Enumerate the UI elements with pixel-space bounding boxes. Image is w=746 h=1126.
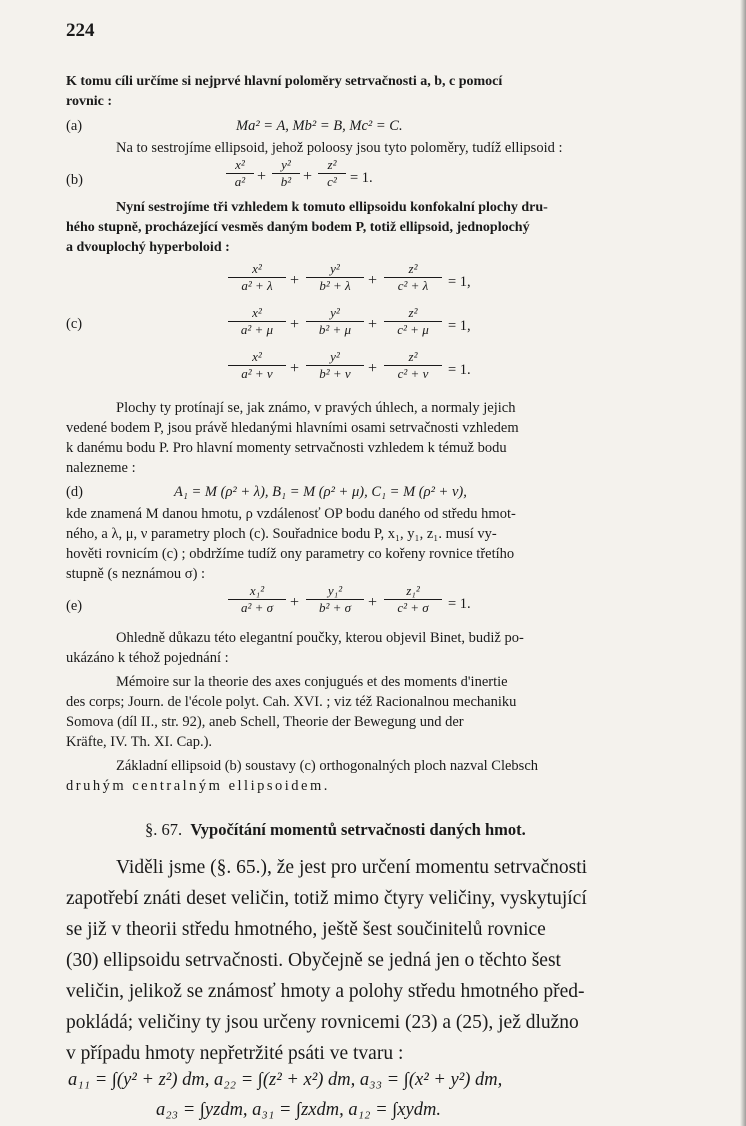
eq-c3-fraction-y: y² b² + ν <box>306 350 364 381</box>
paragraph-3-line-3: k danému bodu P. Pro hlavní momenty setrvačnosti vzhledem k témuž bodu <box>66 440 507 456</box>
paragraph-8-line-7: v případu hmoty nepřetržité psáti ve tvaru : <box>66 1043 404 1064</box>
eq-c-label: (c) <box>66 316 83 332</box>
paragraph-7-line-1: Základní ellipsoid (b) soustavy (c) orthogonalných ploch nazval Clebsch <box>116 758 539 774</box>
paragraph-8-line-3: se již v theorii středu hmotného, ještě šest součinitelů rovnice <box>66 919 546 940</box>
eq-b-rhs: = 1. <box>350 170 373 186</box>
paragraph-8-line-6: pokládá; veličiny ty jsou určeny rovnicemi (23) a (25), jež dlužno <box>66 1012 579 1033</box>
paragraph-8-line-4: (30) ellipsoidu setrvačnosti. Obyčejně se jedná jen o těchto šest <box>66 950 561 971</box>
eq-c2-rhs: = 1, <box>448 318 471 334</box>
paragraph-5-line-2: ukázáno k téhož pojednání : <box>66 650 229 666</box>
eq-b-fraction-y: y² b² <box>272 158 300 189</box>
eq-e-label: (e) <box>66 598 83 614</box>
eq-c3-fraction-z: z² c² + ν <box>384 350 442 381</box>
paragraph-8-line-5: veličin, jelikož se známosť hmoty a polohy středu hmotného před- <box>66 981 585 1002</box>
paragraph-7-line-2: druhým centralným ellipsoidem. <box>66 778 330 794</box>
eq-b-fraction-x: x² a² <box>226 158 254 189</box>
intro-line-2: rovnic : <box>66 94 113 109</box>
section-heading <box>145 820 526 840</box>
reference-line-4: Kräfte, IV. Th. XI. Cap.). <box>66 734 213 750</box>
eq-integrals-line-1: a₁₁ = ∫(y² + z²) dm, a₂₂ = ∫(z² + x²) dm, a₃₃ = ∫(x² + y²) dm, <box>68 1070 503 1090</box>
eq-c3-fraction-x: x² a² + ν <box>228 350 286 381</box>
eq-c1-rhs: = 1, <box>448 274 471 290</box>
eq-c2-fraction-y: y² b² + μ <box>306 306 364 337</box>
reference-line-2: des corps; Journ. de l'école polyt. Cah. XVI. ; viz též Racionalnou mechaniku <box>66 694 517 710</box>
eq-d-label: (d) <box>66 484 83 500</box>
eq-c1-fraction-x: x² a² + λ <box>228 262 286 293</box>
eq-b-fraction-z: z² c² <box>318 158 346 189</box>
section-number: §. 67. <box>145 820 183 839</box>
eq-e-fraction-x: x₁² a² + σ <box>228 584 286 615</box>
eq-e-fraction-y: y₁² b² + σ <box>306 584 364 615</box>
paragraph-4-line-4: stupně (s neznámou σ) : <box>66 566 206 582</box>
eq-c2-fraction-x: x² a² + μ <box>228 306 286 337</box>
paragraph-4-line-2: ného, a λ, μ, ν parametry ploch (c). Souřadnice bodu P, x₁, y₁, z₁. musí vy- <box>66 526 497 542</box>
eq-a-label: (a) <box>66 118 83 134</box>
eq-c2-fraction-z: z² c² + μ <box>384 306 442 337</box>
paragraph-3-line-4: nalezneme : <box>66 460 136 476</box>
eq-c3-rhs: = 1. <box>448 362 471 378</box>
eq-e-rhs: = 1. <box>448 596 471 612</box>
paragraph-5-line-1: Ohledně důkazu této elegantní poučky, kterou objevil Binet, budiž po- <box>116 630 524 646</box>
reference-line-3: Somova (díl II., str. 92), aneb Schell, Theorie der Bewegung und der <box>66 714 464 730</box>
eq-d: A₁ = M (ρ² + λ), B₁ = M (ρ² + μ), C₁ = M (ρ² + ν), <box>174 484 467 500</box>
book-page: 224 K tomu cíli určíme si nejprvé hlavní poloměry setrvačnosti a, b, c pomocí rovnic : (a) Ma² = A, Mb² = B, Mc² = C. Na to sestrojíme ellipsoid, jehož poloosy jsou tyto poloměry, tudíž ellipsoid : (b) x² a² + y² b² + z² c² = 1. Nyní sestrojíme tři vzhledem k tomuto ellipsoidu konfokalní plochy dru- hého stupně, procházející vesměs daným bodem P, totiž ellipsoid, jednoplochý a dvouplochý hyperboloid : (c) x² a² + λ + y² b² + λ + z² c² + λ = 1, x² a² + μ + y² b² + μ + z² c² + μ = 1, x² a² + ν + y² b² + ν + z² c² + ν = 1. Plochy ty protínají se, jak známo, v pravých úhlech, a normaly jejich vedené bodem P, jsou právě hledanými hlavními osami setrvačnosti vzhledem k danému bodu P. Pro hlavní momenty setrvačnosti vzhledem k témuž bodu nalezneme : (d) A₁ = M (ρ² + λ), B₁ = M (ρ² + μ), C₁ = M (ρ² + ν), kde znamená M danou hmotu, ρ vzdálenosť OP bodu daného od středu hmot- ného, a λ, μ, ν parametry ploch (c). Souřadnice bodu P, x₁, y₁, z₁. musí vy- hověti rovnicím (c) ; obdržíme tudíž ony parametry co kořeny rovnice třetího stupně (s neznámou σ) : (e) x₁² a² + σ + y₁² b² + σ + z₁² c² + σ = 1. Ohledně důkazu této elegantní poučky, kterou objevil Binet, budiž po- ukázáno k téhož pojednání : Mémoire sur la theorie des axes conjugués et des moments d'inertie des corps; Journ. de l'école polyt. Cah. XVI. ; viz též Racionalnou mechaniku Somova (díl II., str. 92), aneb Schell, Theorie der Bewegung und der Kräfte, IV. Th. XI. Cap.). Základní ellipsoid (b) soustavy (c) orthogonalných ploch nazval Clebsch druhým centralným ellipsoidem. §. 67. Vypočítání momentů setrvačnosti daných hmot. Viděli jsme (§. 65.), že jest pro určení momentu setrvačnosti zapotřebí znáti deset veličin, totiž mimo čtyry veličiny, vyskytující se již v theorii středu hmotného, ještě šest součinitelů rovnice (30) ellipsoidu setrvačnosti. Obyčejně se jedná jen o těchto šest veličin, jelikož se známosť hmoty a polohy středu hmotného před- pokládá; veličiny ty jsou určeny rovnicemi (23) a (25), jež dlužno v případu hmoty nepřetržité psáti ve tvaru : a₁₁ = ∫(y² + z²) dm, a₂₂ = ∫(z² + x²) dm, a₃₃ = ∫(x² + y²) dm, a₂₃ = ∫yzdm, a₃₁ = ∫zxdm, a₁₂ = ∫xydm. <box>0 0 746 1126</box>
paragraph-4-line-3: hověti rovnicím (c) ; obdržíme tudíž ony parametry co kořeny rovnice třetího <box>66 546 515 562</box>
paragraph-1: Na to sestrojíme ellipsoid, jehož poloosy jsou tyto poloměry, tudíž ellipsoid : <box>116 140 563 156</box>
eq-a: Ma² = A, Mb² = B, Mc² = C. <box>236 118 403 134</box>
paragraph-8-line-2: zapotřebí znáti deset veličin, totiž mimo čtyry veličiny, vyskytující <box>66 888 587 909</box>
eq-b-label: (b) <box>66 172 83 188</box>
eq-integrals-line-2: a₂₃ = ∫yzdm, a₃₁ = ∫zxdm, a₁₂ = ∫xydm. <box>156 1100 441 1120</box>
eq-c1-fraction-z: z² c² + λ <box>384 262 442 293</box>
eq-c1-fraction-y: y² b² + λ <box>306 262 364 293</box>
paragraph-2-line-1: Nyní sestrojíme tři vzhledem k tomuto ellipsoidu konfokalní plochy dru- <box>116 200 548 215</box>
eq-e-fraction-z: z₁² c² + σ <box>384 584 442 615</box>
intro-line-1: K tomu cíli určíme si nejprvé hlavní poloměry setrvačnosti a, b, c pomocí <box>66 74 503 89</box>
paragraph-4-line-1: kde znamená M danou hmotu, ρ vzdálenosť OP bodu daného od středu hmot- <box>66 506 516 522</box>
page-number: 224 <box>66 20 95 41</box>
paragraph-2-line-2: hého stupně, procházející vesměs daným bodem P, totiž ellipsoid, jednoplochý <box>66 220 530 235</box>
reference-line-1: Mémoire sur la theorie des axes conjugués et des moments d'inertie <box>116 674 508 690</box>
paragraph-3-line-2: vedené bodem P, jsou právě hledanými hlavními osami setrvačnosti vzhledem <box>66 420 519 436</box>
section-title: Vypočítání momentů setrvačnosti daných hmot. <box>190 820 526 839</box>
paragraph-2-line-3: a dvouplochý hyperboloid : <box>66 240 230 255</box>
paragraph-8-line-1: Viděli jsme (§. 65.), že jest pro určení momentu setrvačnosti <box>116 857 588 878</box>
paragraph-3-line-1: Plochy ty protínají se, jak známo, v pravých úhlech, a normaly jejich <box>116 400 516 416</box>
